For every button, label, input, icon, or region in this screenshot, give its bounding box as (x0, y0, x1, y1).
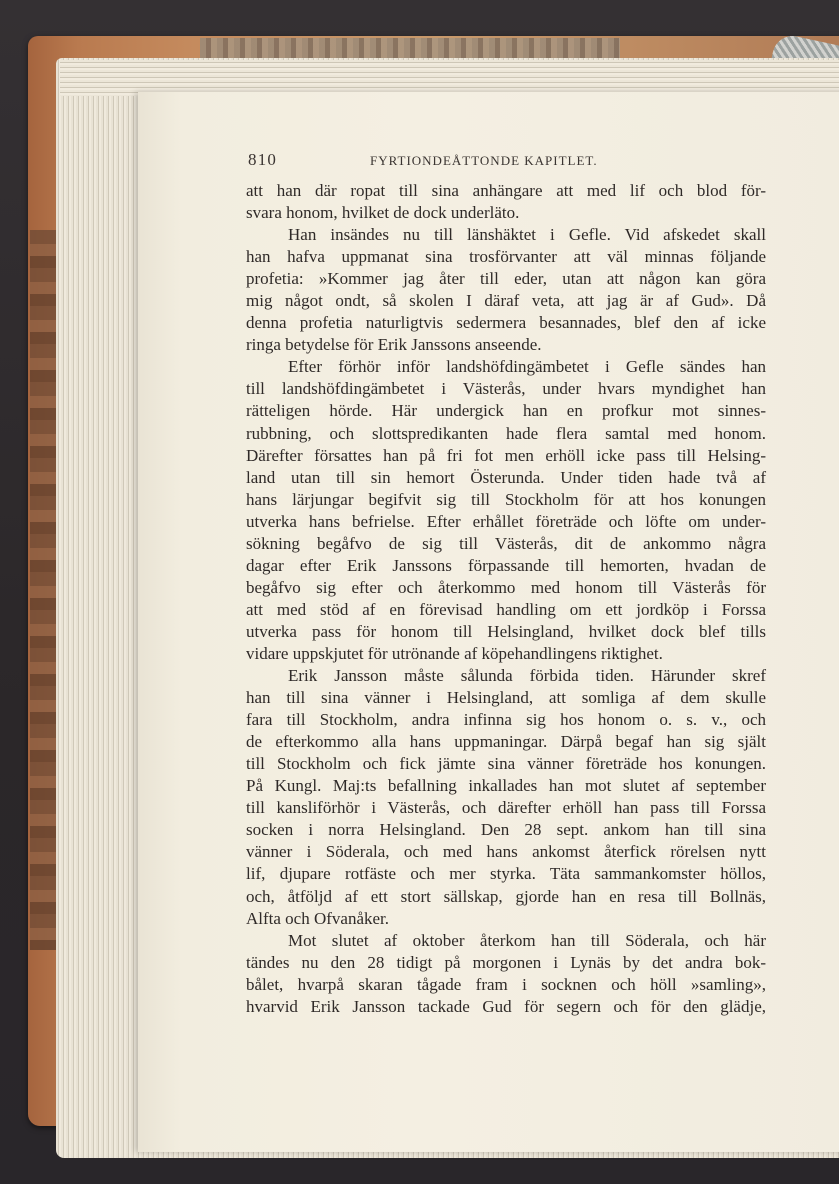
text-line: mig något ondt, så skolen I däraf veta, att jag är af Gud». Då (246, 291, 766, 311)
text-line: utverka hans befrielse. Efter erhållet företräde och löfte om under- (246, 511, 766, 531)
text-line: Mot slutet af oktober återkom han till Söderala, och här (288, 930, 766, 950)
text-line: Efter förhör inför landshöfdingämbetet i Gefle sändes han (288, 357, 766, 377)
body-text (246, 180, 766, 1018)
text-line: profetia: »Kommer jag åter till eder, utan att någon kan göra (246, 269, 766, 289)
text-line: de efterkommo alla hans uppmaningar. Därpå begaf han sig själt (246, 732, 766, 752)
text-line: Alfta och Ofvanåker. (246, 908, 390, 928)
text-line: och, åtföljd af ett stort sällskap, gjorde han en resa till Bollnäs, (246, 886, 766, 906)
chapter-title: FYRTIONDEÅTTONDE KAPITLET. (370, 153, 598, 168)
text-line: att med stöd af en förevisad handling om ett jordköp i Forssa (246, 599, 766, 619)
text-line: Erik Jansson måste sålunda förbida tiden. Härunder skref (288, 666, 766, 686)
text-line: tändes nu den 28 tidigt på morgonen i Lynäs by det andra bok- (246, 952, 766, 972)
text-line: till landshöfdingämbetet i Västerås, under hvars myndighet han (246, 379, 766, 399)
cover-worn-strip (200, 38, 620, 60)
text-line: att han där ropat till sina anhängare att med lif och blod för- (246, 181, 766, 200)
text-line: dagar efter Erik Janssons förpassande till hemorten, hvadan de (246, 555, 766, 575)
text-line: sökning begåfvo de sig till Västerås, dit de ankommo några (246, 533, 766, 553)
text-line: hvarvid Erik Jansson tackade Gud för segern och för den glädje, (246, 996, 766, 1016)
text-line: rätteligen hörde. Här undergick han en profkur mot sinnes- (246, 401, 766, 421)
running-head (248, 150, 808, 174)
text-line: lif, djupare rotfäste och mer styrka. Täta sammankomster höllos, (246, 864, 766, 884)
text-line: Han insändes nu till länshäktet i Gefle. Vid afskedet skall (288, 225, 766, 245)
text-line: bålet, hvarpå skaran tågade fram i socknen och höll »samling», (246, 974, 766, 994)
text-line: utverka pass för honom till Helsingland, hvilket dock blef tills (246, 621, 766, 641)
text-line: till kansliförhör i Västerås, och därefter erhöll han pass till Forssa (246, 798, 766, 818)
text-line: Därefter försattes han på fri fot men erhöll icke pass till Helsing- (246, 445, 766, 465)
text-line: vidare uppskjutet för utrönande af köpehandlingens riktighet. (246, 643, 663, 663)
text-line: ringa betydelse för Erik Janssons anseende. (246, 335, 542, 355)
text-line: hans lärjungar begifvit sig till Stockholm för att hos konungen (246, 489, 766, 509)
page-stack-top-edges (60, 60, 839, 96)
text-line: land utan till sin hemort Österunda. Under tiden hade två af (246, 467, 766, 487)
text-line: socken i norra Helsingland. Den 28 sept. ankom han till sina (246, 820, 766, 840)
text-line: rubbning, och slottspredikanten hade flera samtal med honom. (246, 423, 766, 443)
text-line: han till sina vänner i Helsingland, att somliga af dem skulle (246, 688, 766, 708)
text-line: fara till Stockholm, andra infinna sig hos honom o. s. v., och (246, 710, 766, 730)
text-line: denna profetia naturligtvis sedermera besannades, blef den af icke (246, 313, 766, 333)
text-line: begåfvo sig efter och återkommo med honom till Västerås för (246, 577, 766, 597)
text-line: På Kungl. Maj:ts befallning inkallades han mot slutet af september (246, 776, 766, 796)
text-line: han hafva uppmanat sina trosförvanter att väl minnas följande (246, 247, 766, 267)
text-line: svara honom, hvilket de dock underläto. (246, 203, 520, 223)
page-number: 810 (248, 150, 278, 169)
text-line: till Stockholm och fick jämte sina vänner företräde hos konungen. (246, 754, 766, 774)
text-line: vänner i Söderala, och med hans ankomst återfick rörelsen nytt (246, 842, 766, 862)
